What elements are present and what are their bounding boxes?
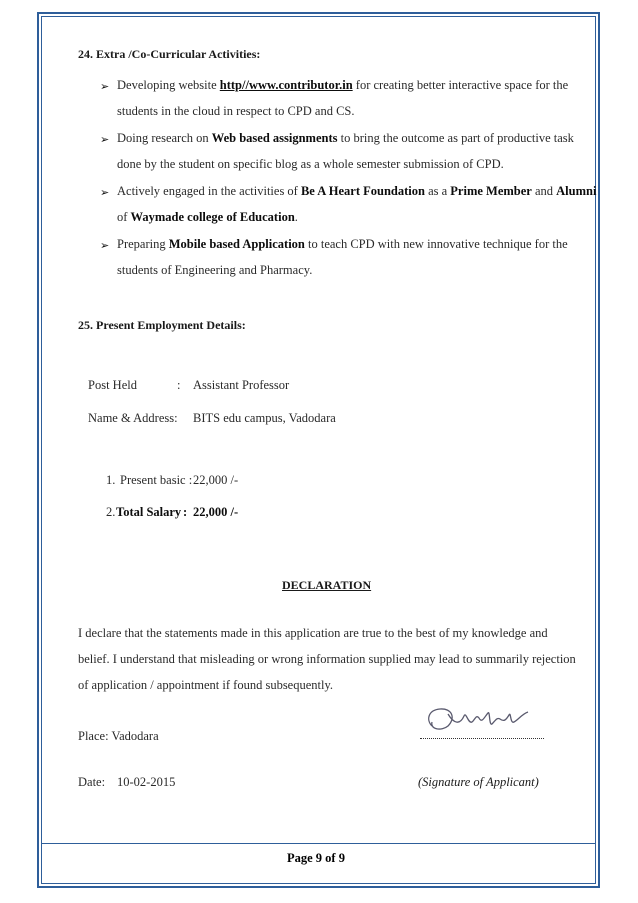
bullet-arrow-icon: ➢ — [100, 81, 110, 93]
signature-image — [418, 700, 548, 740]
total-salary-label: Total Salary — [116, 505, 182, 519]
bullet-4-text: Preparing — [117, 237, 169, 251]
page-border-inner — [41, 16, 596, 884]
bullet-2-line-2: done by the student on specific blog as a whole semester submission of CPD. — [117, 157, 504, 171]
bullet-2-bold: Web based assignments — [211, 131, 338, 145]
post-held-colon: : — [177, 378, 181, 392]
bullet-3-line-2-bold: Waymade college of Education — [130, 210, 295, 224]
bullet-3-text-mid: as a — [424, 184, 451, 198]
bullet-1-text-post: for creating better interactive space for the — [352, 78, 569, 92]
date-value: 10-02-2015 — [117, 775, 176, 789]
total-salary-number: 2. — [106, 505, 116, 519]
date-label: Date: — [78, 775, 106, 789]
total-salary-value: 22,000 /- — [193, 505, 239, 519]
bullet-2-text: Doing research on — [117, 131, 212, 145]
bullet-3-line-2 — [117, 210, 298, 225]
bullet-4-text-post: to teach CPD with new innovative technique for the — [304, 237, 568, 251]
bullet-1-line-1 — [117, 78, 568, 93]
bullet-2-text-post: to bring the outcome as part of productive task — [337, 131, 574, 145]
post-held-value: Assistant Professor — [193, 378, 290, 392]
bullet-3-line-2-pre: of — [117, 210, 131, 224]
bullet-4-bold: Mobile based Application — [168, 237, 305, 251]
present-basic-value: 22,000 /- — [193, 473, 239, 487]
signature-caption: (Signature of Applicant) — [418, 775, 539, 789]
post-held-label: Post Held — [88, 378, 137, 392]
bullet-3-bold-3: Alumni — [556, 184, 597, 198]
bullet-1-line-2: students in the cloud in respect to CPD and CS. — [117, 104, 355, 118]
footer-divider — [42, 843, 595, 844]
bullet-3-text: Actively engaged in the activities of — [117, 184, 301, 198]
bullet-4-line-1 — [117, 237, 568, 252]
declaration-title: DECLARATION — [282, 578, 372, 592]
signature-line — [420, 738, 544, 739]
declaration-line-3: of application / appointment if found subsequently. — [78, 678, 334, 692]
name-address-value: BITS edu campus, Vadodara — [193, 411, 336, 425]
bullet-arrow-icon: ➢ — [100, 134, 110, 146]
bullet-3-text-mid-2: and — [531, 184, 557, 198]
bullet-1-text: Developing website — [117, 78, 220, 92]
bullet-3-bold-2: Prime Member — [450, 184, 532, 198]
place-text: Place: Vadodara — [78, 729, 159, 743]
bullet-4-line-2: students of Engineering and Pharmacy. — [117, 263, 313, 277]
bullet-arrow-icon: ➢ — [100, 240, 110, 252]
bullet-2-line-1 — [117, 131, 574, 146]
bullet-3-line-2-post: . — [294, 210, 298, 224]
total-salary-colon: : — [183, 505, 188, 519]
bullet-3-bold-1: Be A Heart Foundation — [300, 184, 425, 198]
present-basic-number: 1. — [106, 473, 116, 487]
website-link[interactable]: http//www.contributor.in — [219, 78, 353, 92]
page-number: Page 9 of 9 — [287, 851, 345, 865]
section-25-heading: 25. Present Employment Details: — [78, 318, 246, 332]
bullet-arrow-icon: ➢ — [100, 187, 110, 199]
name-address-label: Name & Address: — [88, 411, 178, 425]
section-24-heading: 24. Extra /Co-Curricular Activities: — [78, 47, 261, 61]
declaration-line-2: belief. I understand that misleading or wrong information supplied may lead to summarily rejection — [78, 652, 576, 666]
bullet-3-line-1 — [117, 184, 596, 199]
declaration-line-1: I declare that the statements made in this application are true to the best of my knowledge and — [78, 626, 548, 640]
present-basic-label: Present basic : — [120, 473, 193, 487]
